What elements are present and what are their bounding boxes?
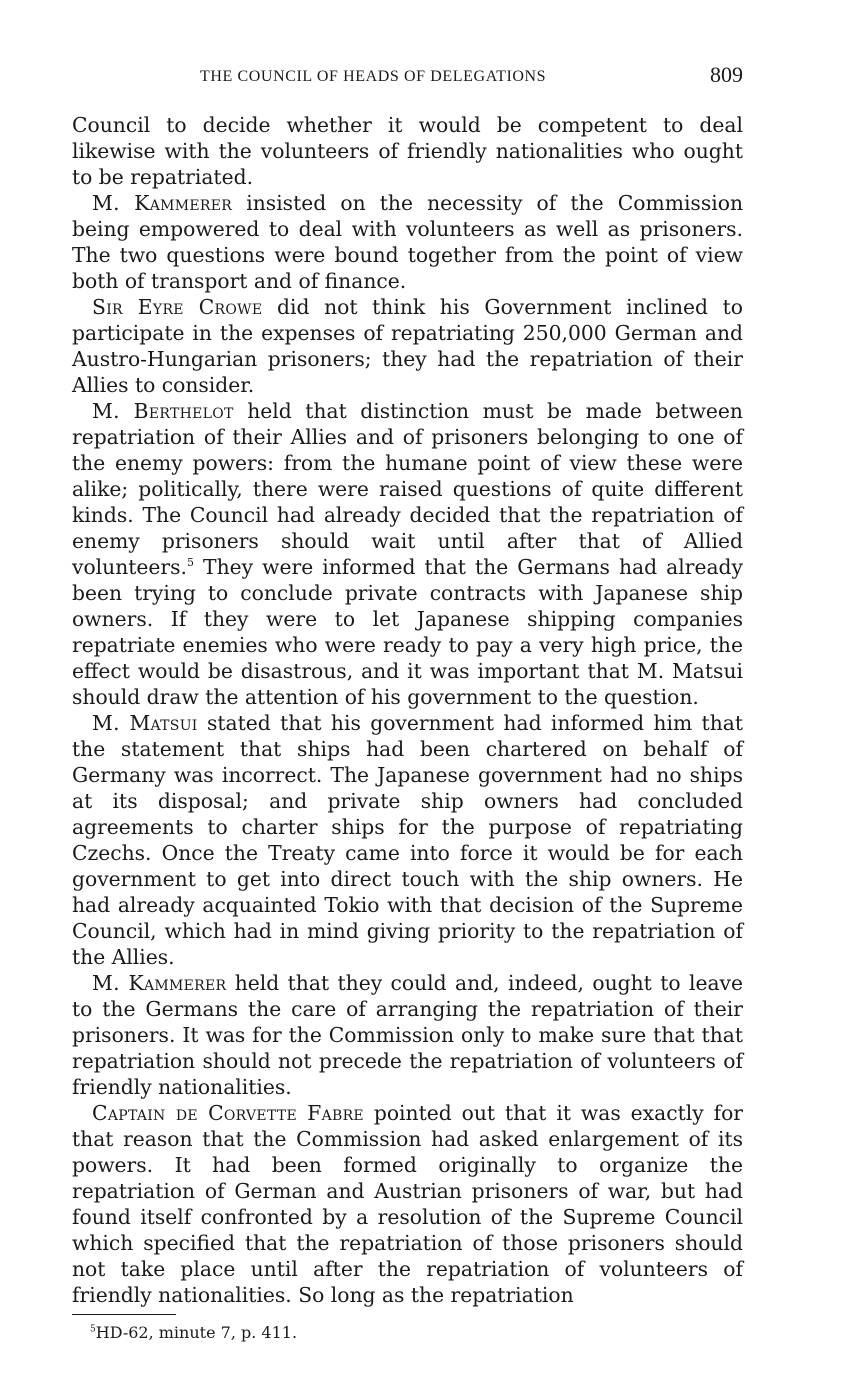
paragraph — [72, 398, 743, 710]
paragraph — [72, 710, 743, 970]
paragraph — [72, 112, 743, 190]
running-header-title: THE COUNCIL OF HEADS OF DELEGATIONS — [200, 68, 547, 85]
speaker-name: Captain de Corvette Fabre — [92, 1101, 364, 1125]
paragraph-text: held that distinction must be made between repatriation of their Allies and of prisoners belonging to one of the enemy powers: from the humane point of view these were alike; politically, there were raised questions of quite different kinds. The Council had already decided that the repatriation of enemy prisoners should wait until after that of Allied volunteers. — [72, 399, 743, 579]
speaker-name: Sir Eyre Crowe — [92, 295, 263, 319]
paragraph-text: did not think his Government inclined to participate in the expenses of repatriating 250,000 German and Austro-Hungarian prisoners; they had the repatriation of their Allies to consider. — [72, 295, 743, 397]
speaker-name: M. Kammerer — [92, 971, 227, 995]
paragraph — [72, 1100, 743, 1308]
paragraph-text: insisted on the necessity of the Commission being empowered to deal with volunteers as well as prisoners. The two questions were bound together from the point of view both of transport and of finance. — [72, 191, 744, 293]
speaker-name: M. Berthelot — [92, 399, 234, 423]
paragraph-text: stated that his government had informed him that the statement that ships had been chartered on behalf of Germany was incorrect. The Japanese government had no ships at its disposal; and private ship owners had concluded agreements to charter ships for the purpose of repatriating Czechs. Once the Treaty came into force it would be for each government to get into direct touch with the ship owners. He had already acquainted Tokio with that decision of the Supreme Council, which had in mind giving priority to the repatriation of the Allies. — [72, 711, 743, 969]
footnote-marker: 5 — [90, 1324, 96, 1335]
footnote-divider — [72, 1314, 176, 1315]
body-text — [72, 112, 743, 1308]
page-number: 809 — [710, 62, 743, 87]
footnote — [72, 1323, 743, 1343]
footnote-text: HD-62, minute 7, p. 411. — [95, 1323, 298, 1342]
speaker-name: M. Kammerer — [92, 191, 233, 215]
paragraph-text-continued: They were informed that the Germans had already been trying to conclude private contracts with Japanese ship owners. If they were to let Japanese shipping companies repatriate enemies who were ready to pay a very high price, the effect would be disastrous, and it was important that M. Matsui should draw the attention of his government to the question. — [72, 555, 743, 709]
speaker-name: M. Matsui — [92, 711, 198, 735]
paragraph-text: Council to decide whether it would be competent to deal likewise with the volunteers of friendly nationalities who ought to be repatriated. — [72, 113, 743, 189]
paragraph-text: pointed out that it was exactly for that reason that the Commission had asked enlargement of its powers. It had been formed originally to organize the repatriation of German and Austrian prisoners of war, but had found itself confronted by a resolution of the Supreme Council which specified that the repatriation of those prisoners should not take place until after the repatriation of volunteers of friendly nationalities. So long as the repatriation — [72, 1101, 743, 1307]
paragraph — [72, 294, 743, 398]
paragraph-text: held that they could and, indeed, ought to leave to the Germans the care of arranging the repatriation of their prisoners. It was for the Commission only to make sure that that repatriation should not precede the repatriation of volunteers of friendly nationalities. — [72, 971, 743, 1099]
footnote-reference: 5 — [186, 556, 194, 570]
document-page — [72, 64, 743, 1343]
paragraph — [72, 190, 743, 294]
running-header — [72, 64, 743, 94]
paragraph — [72, 970, 743, 1100]
